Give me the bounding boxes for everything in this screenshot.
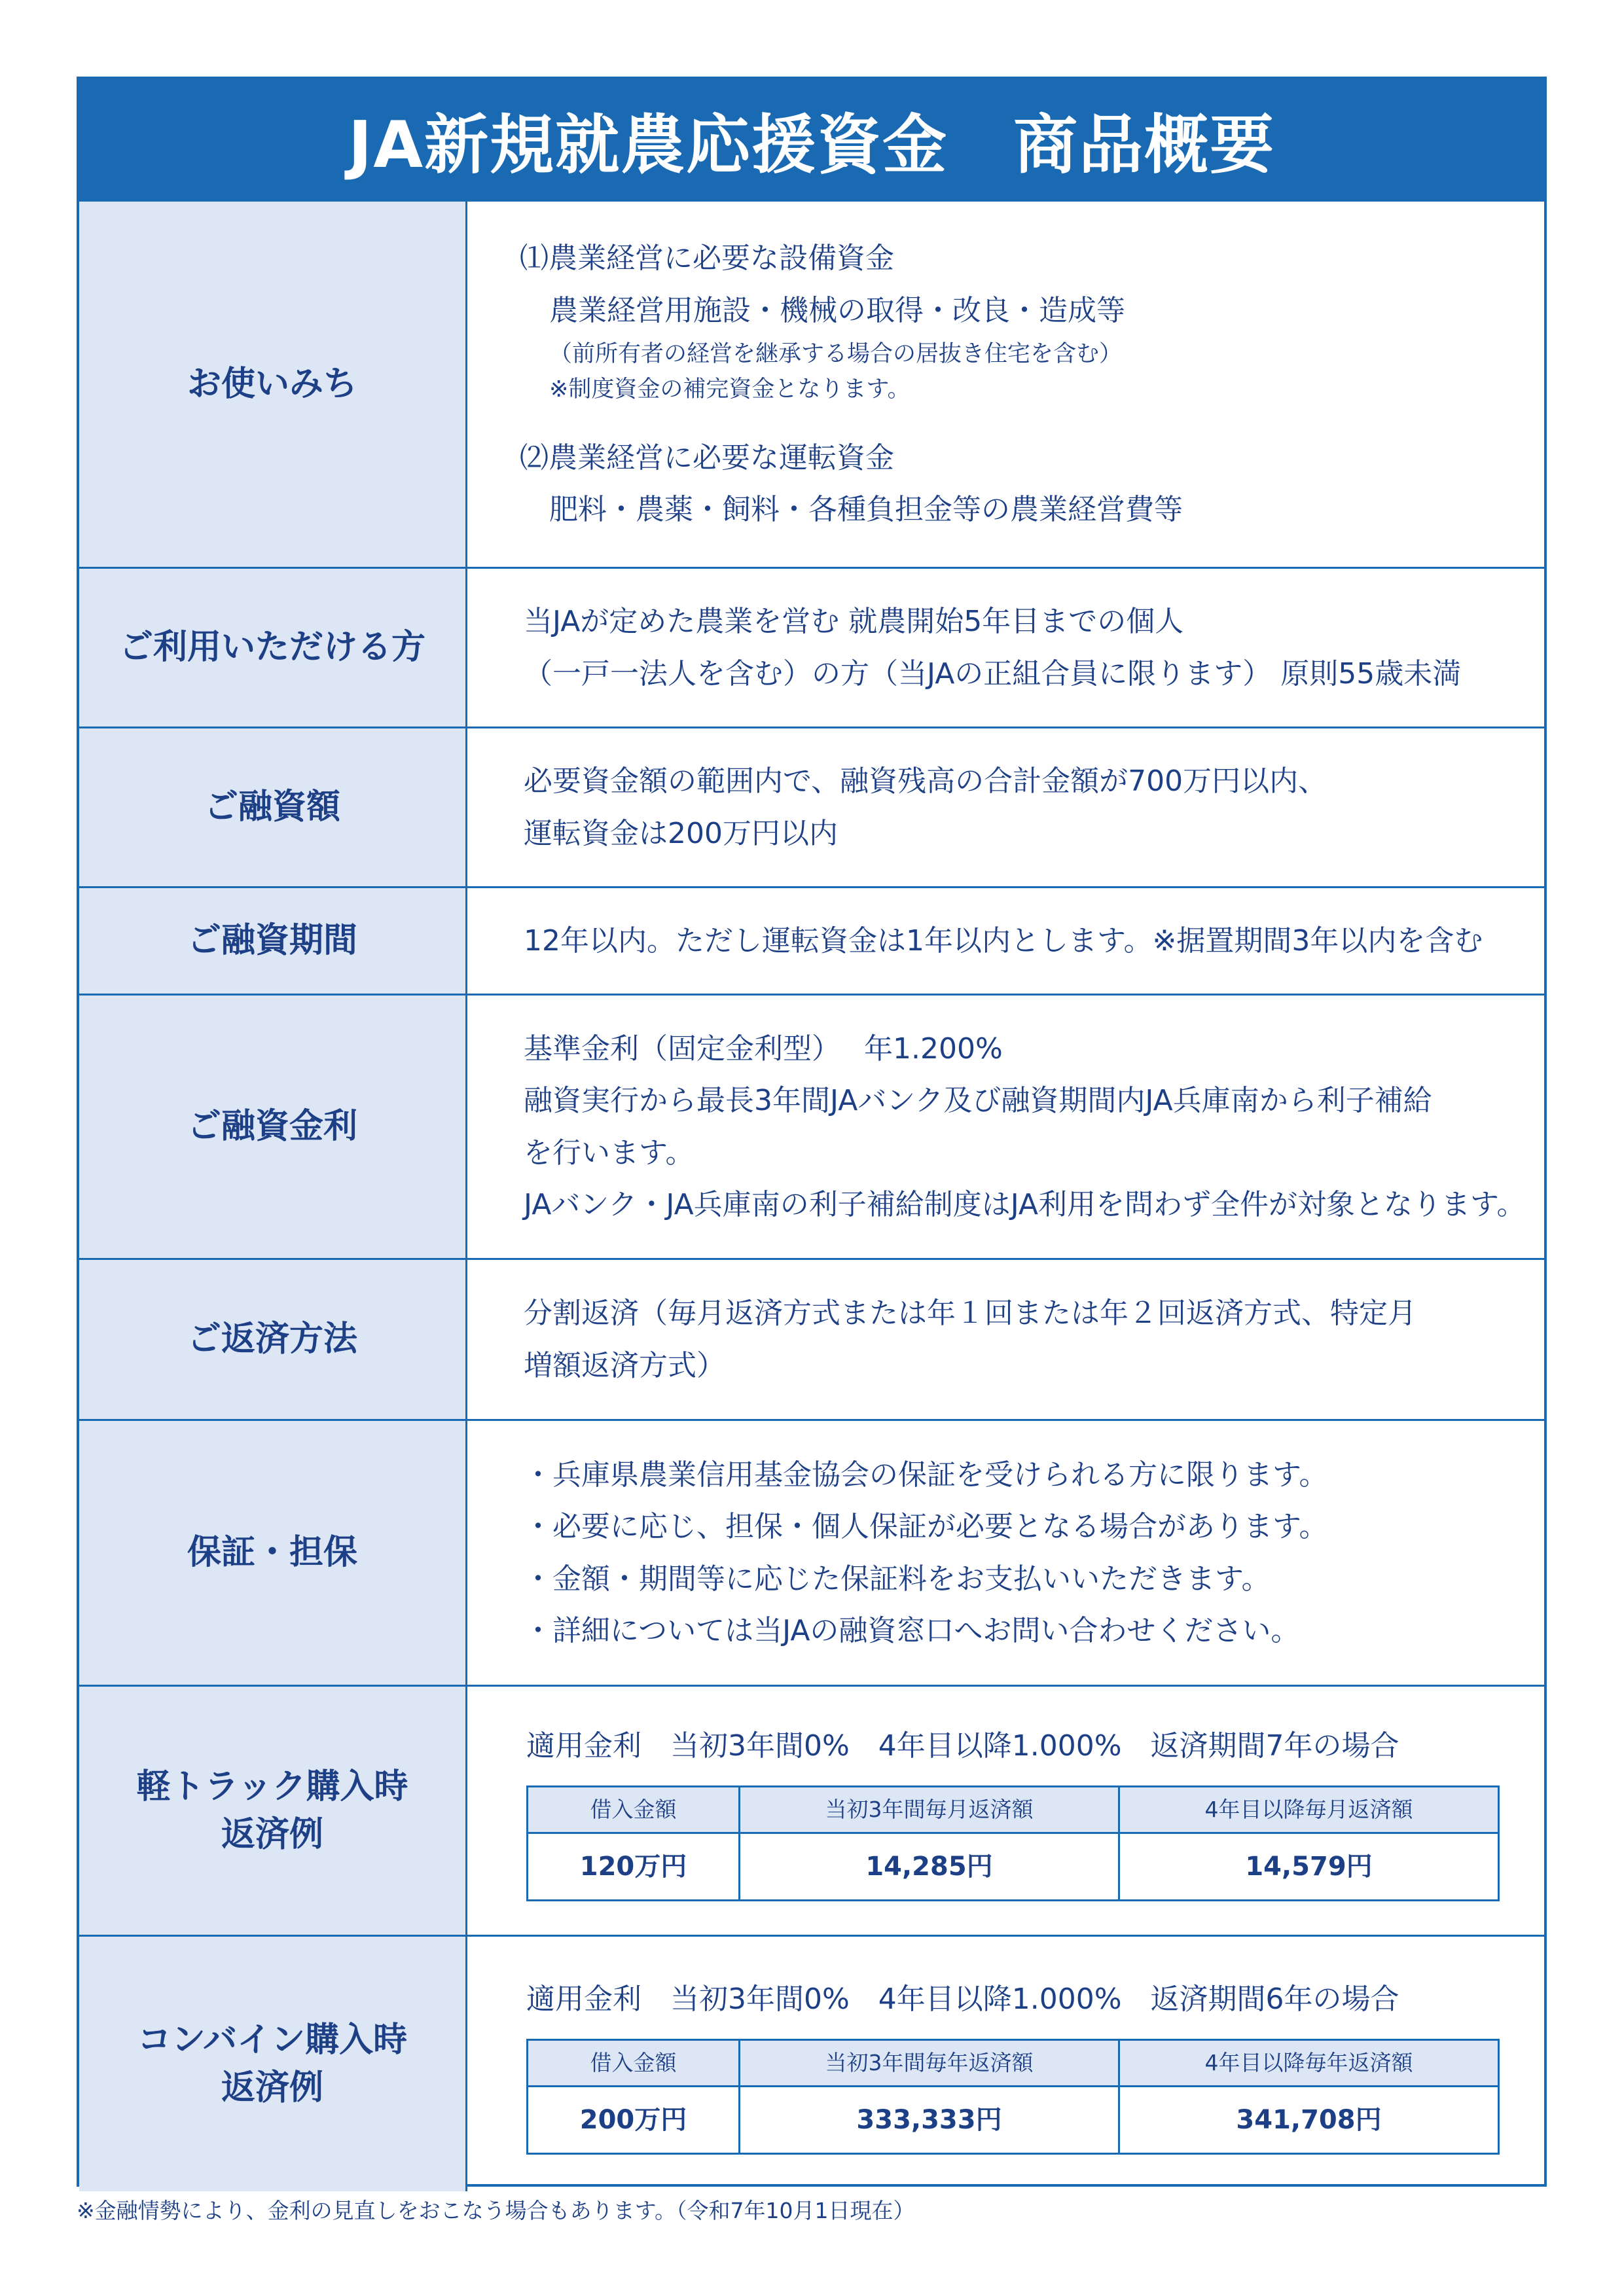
- row-label-usage: お使いみち: [79, 202, 467, 567]
- table-cell: 120万円: [528, 1833, 740, 1900]
- combine-condition: 適用金利 当初3年間0% 4年目以降1.000% 返済期間6年の場合: [526, 1982, 1399, 2017]
- row-combine-example: [79, 1935, 1544, 2191]
- truck-label-line: 軽トラック購入時: [136, 1767, 408, 1806]
- row-label-rate: ご融資金利: [79, 996, 467, 1258]
- row-rate: [79, 994, 1544, 1258]
- table-cell: 14,579円: [1119, 1833, 1499, 1900]
- row-content-combine: [467, 1937, 1544, 2191]
- period-line: 12年以内。ただし運転資金は1年以内とします。※据置期間3年以内を含む: [524, 924, 1483, 958]
- table-header-cell: 当初3年間毎年返済額: [740, 2039, 1119, 2086]
- table-header-row: [528, 1786, 1499, 1833]
- rate-line: を行います。: [524, 1136, 695, 1170]
- footnote: ※金融情勢により、金利の見直しをおこなう場合もあります。（令和7年10月1日現在）: [77, 2198, 915, 2223]
- truck-condition: 適用金利 当初3年間0% 4年目以降1.000% 返済期間7年の場合: [526, 1729, 1399, 1763]
- row-content-period: [467, 888, 1544, 994]
- table-header-cell: 借入金額: [528, 2039, 740, 2086]
- row-content-truck: [467, 1687, 1544, 1935]
- row-truck-example: [79, 1685, 1544, 1935]
- usage-item1-note: （前所有者の経営を継承する場合の居抜き住宅を含む）: [549, 340, 1123, 367]
- row-amount: [79, 726, 1544, 886]
- rate-line: 融資実行から最長3年間JAバンク及び融資期間内JA兵庫南から利子補給: [524, 1084, 1432, 1118]
- repayment-line: 増額返済方式）: [524, 1348, 725, 1382]
- usage-item1-detail: 農業経営用施設・機械の取得・改良・造成等: [549, 293, 1125, 327]
- row-eligibility: [79, 567, 1544, 726]
- amount-line: 必要資金額の範囲内で、融資残高の合計金額が700万円以内、: [524, 764, 1327, 798]
- usage-item2-heading: ⑵農業経営に必要な運転資金: [520, 441, 894, 475]
- eligibility-line: 当JAが定めた農業を営む 就農開始5年目までの個人: [524, 605, 1184, 639]
- row-label-combine: [79, 1937, 467, 2191]
- row-content-rate: [467, 996, 1544, 1258]
- page-title: JA新規就農応援資金 商品概要: [79, 79, 1544, 200]
- row-label-period: ご融資期間: [79, 888, 467, 994]
- table-cell: 341,708円: [1119, 2086, 1499, 2153]
- row-label-truck: [79, 1687, 467, 1935]
- combine-repayment-table: [526, 2039, 1500, 2155]
- product-overview-frame: [77, 77, 1547, 2187]
- repayment-line: 分割返済（毎月返済方式または年１回または年２回返済方式、特定月: [524, 1297, 1416, 1331]
- table-header-cell: 4年目以降毎月返済額: [1119, 1786, 1499, 1833]
- table-cell: 333,333円: [740, 2086, 1119, 2153]
- row-content-eligibility: [467, 569, 1544, 726]
- table-row: [528, 2086, 1499, 2153]
- row-label-guarantee: 保証・担保: [79, 1421, 467, 1685]
- guarantee-line: ・必要に応じ、担保・個人保証が必要となる場合があります。: [524, 1510, 1328, 1544]
- row-content-amount: [467, 728, 1544, 886]
- guarantee-line: ・兵庫県農業信用基金協会の保証を受けられる方に限ります。: [524, 1458, 1328, 1492]
- usage-item2-detail: 肥料・農薬・飼料・各種負担金等の農業経営費等: [549, 493, 1183, 527]
- usage-item1-note: ※制度資金の補完資金となります。: [549, 376, 911, 403]
- table-row: [528, 1833, 1499, 1900]
- truck-repayment-table: [526, 1785, 1500, 1901]
- table-header-cell: 4年目以降毎年返済額: [1119, 2039, 1499, 2086]
- row-label-amount: ご融資額: [79, 728, 467, 886]
- table-header-row: [528, 2039, 1499, 2086]
- table-header-cell: 当初3年間毎月返済額: [740, 1786, 1119, 1833]
- table-cell: 14,285円: [740, 1833, 1119, 1900]
- row-content-guarantee: [467, 1421, 1544, 1685]
- guarantee-line: ・詳細については当JAの融資窓口へお問い合わせください。: [524, 1613, 1300, 1647]
- row-label-eligibility: ご利用いただける方: [79, 569, 467, 726]
- row-guarantee: [79, 1419, 1544, 1685]
- combine-label-line: コンバイン購入時: [137, 2020, 408, 2060]
- row-repayment: [79, 1258, 1544, 1419]
- table-cell: 200万円: [528, 2086, 740, 2153]
- amount-line: 運転資金は200万円以内: [524, 816, 838, 850]
- rate-line: JAバンク・JA兵庫南の利子補給制度はJA利用を問わず全件が対象となります。: [524, 1187, 1526, 1221]
- usage-item1-heading: ⑴農業経営に必要な設備資金: [520, 242, 894, 276]
- guarantee-line: ・金額・期間等に応じた保証料をお支払いいただきます。: [524, 1562, 1271, 1596]
- row-period: [79, 886, 1544, 994]
- truck-label-line: 返済例: [221, 1814, 323, 1854]
- row-label-repayment: ご返済方法: [79, 1260, 467, 1419]
- row-usage: [79, 200, 1544, 567]
- combine-label-line: 返済例: [221, 2068, 323, 2108]
- row-content-usage: [467, 202, 1544, 567]
- rate-line: 基準金利（固定金利型） 年1.200%: [524, 1032, 1003, 1066]
- eligibility-line: （一戸一法人を含む）の方（当JAの正組合員に限ります） 原則55歳未満: [524, 656, 1462, 691]
- table-header-cell: 借入金額: [528, 1786, 740, 1833]
- row-content-repayment: [467, 1260, 1544, 1419]
